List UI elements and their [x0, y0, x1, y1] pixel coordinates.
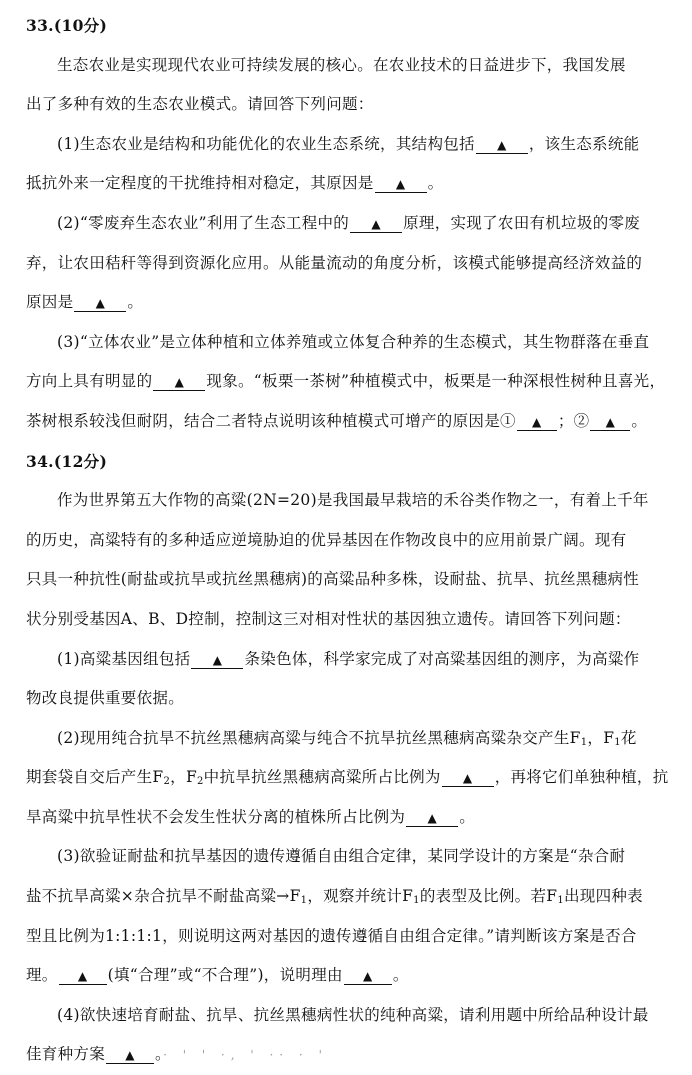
q34-part2-text: (2)现用纯合抗旱不抗丝黑穗病高粱与纯合不抗旱抗丝黑穗病高粱杂交产生F [57, 728, 581, 747]
q34-intro-line-3: 只具一种抗性(耐盐或抗旱或抗丝黑穗病)的高粱品种多株，设耐盐、抗旱、抗丝黑穗病性 [26, 570, 640, 589]
q34-part1-line-1 [26, 640, 678, 680]
answer-blank [406, 809, 458, 827]
q34-part3-text: ，观察并统计F [307, 887, 414, 906]
answer-blank [59, 967, 107, 985]
q34-part2-text: 花 [620, 728, 637, 747]
triangle-marker-icon: ▲ [395, 177, 406, 192]
q34-intro-line-4: 状分别受基因A、B、D控制，控制这三对相对性状的基因独立遗传。请回答下列问题： [26, 609, 631, 628]
q33-part2-text: 原因是 [26, 293, 74, 312]
triangle-marker-icon: ▲ [427, 810, 437, 825]
q34-heading: 34.(12分) [26, 451, 108, 471]
answer-blank [590, 413, 630, 431]
q33-part3-line-3 [26, 402, 678, 442]
triangle-marker-icon: ▲ [605, 414, 616, 429]
triangle-marker-icon: ▲ [125, 1048, 135, 1063]
q34-part1-text: 条染色体，科学家完成了对高粱基因组的测序，为高粱作 [244, 649, 640, 668]
answer-blank [153, 373, 205, 391]
q34-part4-line-1: (4)欲快速培育耐盐、抗旱、抗丝黑穗病性状的纯种高粱，请利用题中所给品种设计最 [57, 1005, 649, 1024]
q33-part2-line-3 [26, 283, 678, 323]
answer-blank [74, 294, 126, 312]
q34-part2-text: ，再将它们单独种植，抗 [494, 768, 669, 787]
q33-part3-text: 现象。“板栗一茶树”种植模式中，板栗是一种深根性树种且喜光， [206, 372, 666, 391]
triangle-marker-icon: ▲ [462, 771, 473, 786]
q34-part2-line-1 [26, 719, 678, 759]
subscript: 1 [557, 895, 564, 907]
answer-blank [476, 136, 528, 154]
q33-part3-line-1: (3)“立体农业”是立体种植和立体养殖或立体复合种养的生态模式，其生物群落在垂直 [57, 332, 650, 351]
q33-part1-line-2 [26, 164, 678, 204]
triangle-marker-icon: ▲ [363, 969, 373, 984]
q34-part3-line-2 [26, 877, 678, 917]
q33-part3-text: 。 [631, 411, 648, 430]
q33-intro-line-1: 生态农业是实现现代农业可持续发展的核心。在农业技术的日益进步下，我国发展 [57, 55, 626, 74]
q33-part2-text: 原理，实现了农田有机垃圾的零废 [403, 213, 641, 232]
q34-part3-text: (填“合理”或“不合理”)，说明理由 [107, 966, 343, 985]
q34-part4-line-2 [26, 1035, 678, 1075]
answer-blank [442, 769, 494, 787]
q33-part2-text: 。 [127, 293, 144, 312]
subscript: 2 [197, 776, 204, 788]
triangle-marker-icon: ▲ [371, 216, 381, 231]
q34-part2-text: 期套袋自交后产生F [26, 768, 164, 787]
subscript: 1 [413, 895, 420, 907]
triangle-marker-icon: ▲ [95, 296, 106, 311]
q34-part4-text: 佳育种方案 [26, 1045, 106, 1064]
q33-part3-text: 方向上具有明显的 [26, 372, 153, 391]
answer-blank [106, 1046, 154, 1064]
q33-part3-text: ；② [557, 411, 590, 430]
subscript: 2 [163, 776, 171, 788]
subscript: 1 [300, 895, 308, 907]
answer-blank [344, 967, 392, 985]
q33-part3-text: 茶树根系较浅但耐阴，结合二者特点说明该种植模式可增产的原因是① [26, 411, 516, 430]
q34-part3-line-1: (3)欲验证耐盐和抗旱基因的遗传遵循自由组合定律，某同学设计的方案是“杂合耐 [57, 847, 626, 866]
q34-part3-text: 出现四种表 [563, 887, 643, 906]
q33-part1-text: 抵抗外来一定程度的干扰维持相对稳定，其原因是 [26, 174, 374, 193]
q34-part3-text: 的表型及比例。若F [419, 887, 558, 906]
triangle-marker-icon: ▲ [174, 375, 185, 390]
q34-part2-text: ，F [170, 768, 197, 787]
q34-intro-line-2: 的历史，高粱特有的多种适应逆境胁迫的优异基因在作物改良中的应用前景广阔。现有 [26, 530, 627, 549]
triangle-marker-icon: ▲ [532, 414, 542, 429]
subscript: 1 [614, 736, 621, 748]
q34-part1-text: (1)高粱基因组包括 [57, 649, 191, 668]
q34-intro-line-1: 作为世界第五大作物的高粱(2N=20)是我国最早栽培的禾谷类作物之一，有着上千年 [57, 491, 649, 510]
q34-part3-text: 盐不抗旱高粱×杂合抗旱不耐盐高粱→F [26, 887, 301, 906]
triangle-marker-icon: ▲ [77, 969, 88, 984]
q33-part2-line-2: 弃，让农田秸秆等得到资源化应用。从能量流动的角度分析，该模式能够提高经济效益的 [26, 253, 643, 272]
q34-part2-text: 旱高粱中抗旱性状不会发生性状分离的植株所占比例为 [26, 807, 406, 826]
q34-part3-line-4 [26, 956, 678, 996]
triangle-marker-icon: ▲ [497, 137, 507, 152]
answer-blank [191, 651, 243, 669]
q33-part1-text: (1)生态农业是结构和功能优化的农业生态系统，其结构包括 [57, 134, 475, 153]
q34-part2-text: 中抗旱抗丝黑穗病高粱所占比例为 [203, 768, 441, 787]
q33-heading: 33.(10分) [26, 16, 108, 35]
q33-part1-text: 。 [427, 174, 444, 193]
q33-part1-text: ，该生态系统能 [528, 134, 640, 153]
q34-part2-line-2 [26, 758, 678, 798]
q34-part3-text: 。 [392, 966, 409, 985]
q33-part2-text: (2)“零废弃生态农业”利用了生态工程中的 [57, 213, 350, 232]
triangle-marker-icon: ▲ [212, 652, 223, 667]
subscript: 1 [580, 736, 588, 748]
q34-part3-line-3: 型且比例为1:1:1:1，则说明这两对基因的遗传遵循自由组合定律。”请判断该方案是否合 [26, 926, 637, 945]
q34-part2-text: ，F [587, 728, 615, 747]
q33-intro-line-2: 出了多种有效的生态农业模式。请回答下列问题： [26, 95, 374, 114]
q34-part2-line-3 [26, 798, 678, 838]
q34-part2-text: 。 [459, 807, 476, 826]
q34-part3-text: 理。 [26, 966, 58, 985]
q34-part4-text: 。 [155, 1045, 164, 1064]
q33-part3-line-2 [26, 362, 678, 402]
q33-part1-line-1 [26, 125, 678, 165]
answer-blank [350, 215, 402, 233]
scan-speckles: · ' ' ·, ' ·· · ' [163, 1048, 328, 1063]
q34-part1-line-2: 物改良提供重要依据。 [26, 689, 185, 708]
answer-blank [517, 413, 557, 431]
q33-part2-line-1 [26, 204, 678, 244]
answer-blank [375, 175, 427, 193]
